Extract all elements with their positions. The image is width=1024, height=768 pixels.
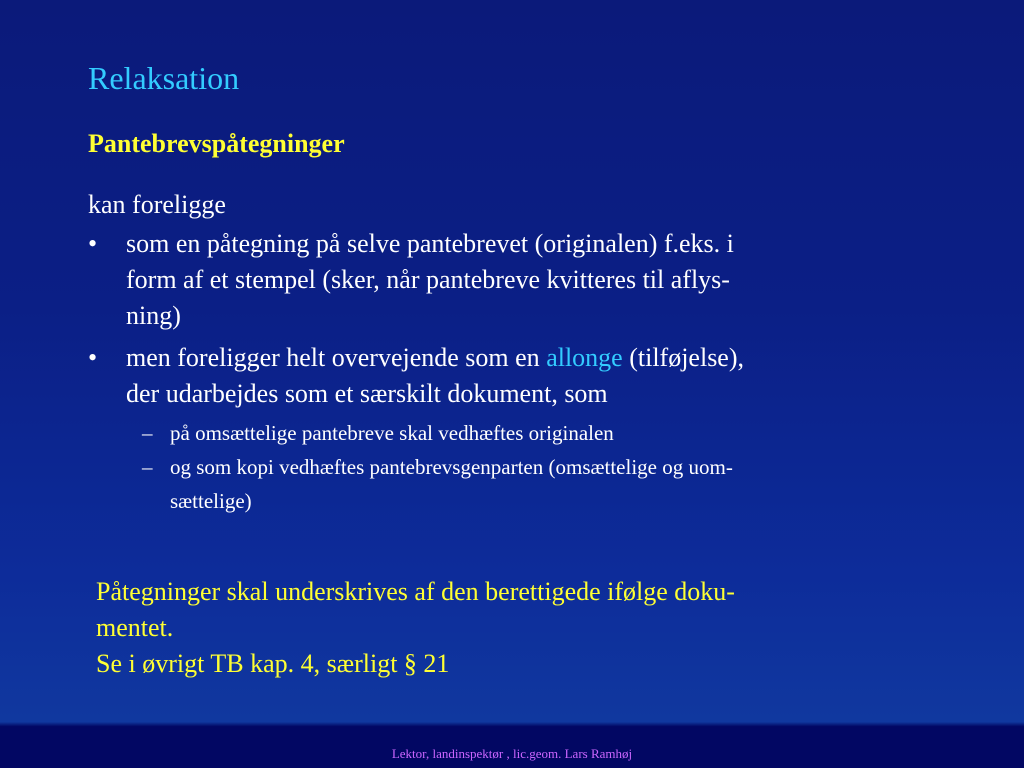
bullet-marker: •	[88, 343, 98, 372]
sub-bullet-line: og som kopi vedhæftes pantebrevsgenparten (omsættelige og uom-	[170, 455, 733, 479]
bullet-line: som en påtegning på selve pantebrevet (originalen) f.eks. i	[126, 229, 734, 258]
sub-bullet-list	[126, 416, 948, 518]
slide-title: Relaksation	[88, 60, 240, 96]
dash-marker: –	[142, 421, 153, 445]
note-line: Se i øvrigt TB kap. 4, særligt § 21	[96, 649, 450, 678]
bullet-item	[88, 226, 948, 334]
bullet-line: form af et stempel (sker, når pantebreve kvitteres til aflys-	[126, 265, 730, 294]
note-line: mentet.	[96, 613, 174, 642]
note-line: Påtegninger skal underskrives af den berettigede ifølge doku-	[96, 577, 735, 606]
sub-bullet-item	[126, 416, 948, 450]
bullet-line: der udarbejdes som et særskilt dokument, som	[126, 379, 608, 408]
highlight-term: allonge	[546, 343, 623, 372]
slide-subtitle: Pantebrevspåtegninger	[88, 129, 345, 158]
bullet-item	[88, 340, 948, 518]
bullet-text: (tilføjelse),	[622, 343, 745, 372]
footer-credit: Lektor, landinspektør , lic.geom. Lars Ramhøj	[391, 746, 633, 761]
bullet-line	[126, 340, 948, 376]
sub-bullet-item	[126, 450, 948, 518]
bullet-list	[88, 226, 948, 524]
bullet-line: ning)	[126, 301, 181, 330]
dash-marker: –	[142, 455, 153, 479]
sub-bullet-line: sættelige)	[170, 489, 252, 513]
intro-text: kan foreligge	[88, 190, 226, 219]
sub-bullet-line: på omsættelige pantebreve skal vedhæftes originalen	[170, 421, 614, 445]
bullet-marker: •	[88, 229, 98, 258]
note-block	[96, 574, 735, 682]
bullet-text: men foreligger helt overvejende som en	[126, 343, 547, 372]
